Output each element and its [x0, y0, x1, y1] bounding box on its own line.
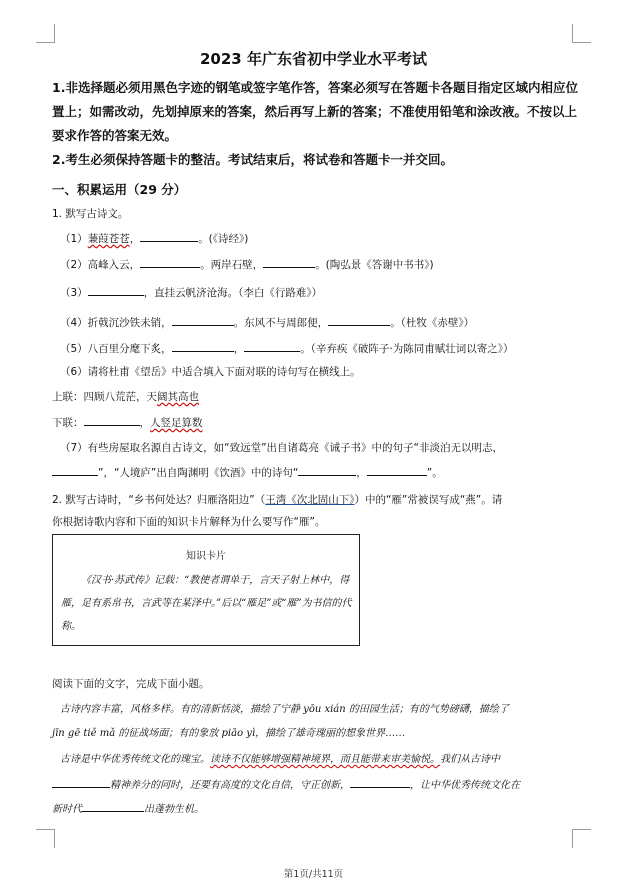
- q1-item-4: （4）折戟沉沙铁未销， 。东风不与周郎便， 。（杜牧《赤壁》）: [60, 314, 590, 331]
- answer-blank[interactable]: [172, 314, 234, 326]
- q2-stem-cont: 你根据诗歌内容和下面的知识卡片解释为什么要写作“雁”。: [52, 516, 326, 528]
- answer-blank[interactable]: [298, 464, 356, 476]
- knowledge-card-title: 知识卡片: [186, 551, 226, 562]
- answer-blank[interactable]: [88, 284, 144, 296]
- crop-mark-bottom-left: [36, 829, 55, 848]
- answer-blank[interactable]: [367, 464, 427, 476]
- reading-intro: 阅读下面的文字，完成下面小题。: [52, 678, 210, 690]
- q1-item-6: （6）请将杜甫《望岳》中适合填入下面对联的诗句写在横线上。: [60, 366, 361, 378]
- answer-blank[interactable]: [82, 800, 144, 812]
- answer-blank[interactable]: [350, 776, 410, 788]
- couplet-upper: 上联：四顾八荒茫，天阔其高也: [52, 391, 199, 403]
- crop-mark-top-right: [572, 24, 591, 43]
- q1-item-1: （1）蒹葭苍苍， 。(《诗经》): [60, 230, 590, 247]
- q1-item-3: （3） ，直挂云帆济沧海。（李白《行路难》）: [60, 284, 590, 301]
- q1-stem: 1. 默写古诗文。: [52, 208, 129, 220]
- reading-para-1: 古诗内容丰富，风格多样。有的清新恬淡，描绘了宁静 yōu xián 的田园生活；有的气势磅礴，描绘了: [60, 704, 509, 715]
- answer-blank[interactable]: [140, 256, 200, 268]
- answer-blank[interactable]: [263, 256, 315, 268]
- page-footer: 第1页/共11页: [283, 869, 344, 880]
- knowledge-card: [52, 534, 360, 646]
- q1-item-5: （5）八百里分麾下炙， ， 。（辛弃疾《破阵子·为陈同甫赋壮词以寄之》）: [60, 340, 590, 357]
- q2-stem: 2. 默写古诗时，“乡书何处达？归雁洛阳边”（王湾《次北固山下》）中的“雁”常被误写成“燕”。请: [52, 494, 503, 506]
- crop-mark-top-left: [36, 24, 55, 43]
- notice-2: 2.考生必须保持答题卡的整洁。考试结束后，将试卷和答题卡一并交回。: [52, 152, 453, 167]
- section-heading: 一、积累运用（29 分）: [52, 182, 187, 197]
- answer-blank[interactable]: [244, 340, 300, 352]
- q1-item-2: （2）高峰入云， 。两岸石壁， 。(陶弘景《答谢中书书》): [60, 256, 590, 273]
- reading-para-2-end: 新时代 出蓬勃生机。: [52, 800, 582, 818]
- answer-blank[interactable]: [52, 776, 110, 788]
- answer-blank[interactable]: [84, 414, 140, 426]
- reading-para-2-cont: 精神养分的同时，还要有高度的文化自信，守正创新， ，让中华优秀传统文化在: [52, 776, 582, 794]
- answer-blank[interactable]: [52, 464, 98, 476]
- reading-para-2: 古诗是中华优秀传统文化的瑰宝。读诗不仅能够增强精神境界，而且能带来审美愉悦。我们从古诗中: [60, 754, 500, 765]
- exam-title: 2023 年广东省初中学业水平考试: [200, 50, 427, 68]
- answer-blank[interactable]: [328, 314, 390, 326]
- answer-blank[interactable]: [172, 340, 234, 352]
- q1-item-7-cont: ”，“人境庐”出自陶渊明《饮酒》中的诗句“ ， ”。: [52, 464, 582, 481]
- notice-1: 1.非选择题必须用黑色字迹的钢笔或签字笔作答，答案必须写在答题卡各题目指定区域内相应位置上；如需改动，先划掉原来的答案，然后再写上新的答案；不准使用铅笔和涂改液。不按以上要求作答的答案无效。: [52, 80, 578, 143]
- couplet-lower: 下联： ，人竖足算数: [52, 414, 582, 431]
- reading-para-1-cont: jīn gē tiě mǎ 的征战场面；有的象放 piāo yì，描绘了雄奇瑰丽的想象世界……: [52, 728, 406, 739]
- q1-item-7: （7）有些房屋取名源自古诗文，如“致远堂”出自诸葛亮《诫子书》中的句子“非淡泊无以明志，: [60, 442, 503, 454]
- crop-mark-bottom-right: [572, 829, 591, 848]
- answer-blank[interactable]: [140, 230, 198, 242]
- knowledge-card-text: 《汉书·苏武传》记载：“教使者谓单于，言天子射上林中，得雁，足有系帛书，言武等在某泽中。”后以“雁足”或“雁”为书信的代称。: [61, 575, 352, 632]
